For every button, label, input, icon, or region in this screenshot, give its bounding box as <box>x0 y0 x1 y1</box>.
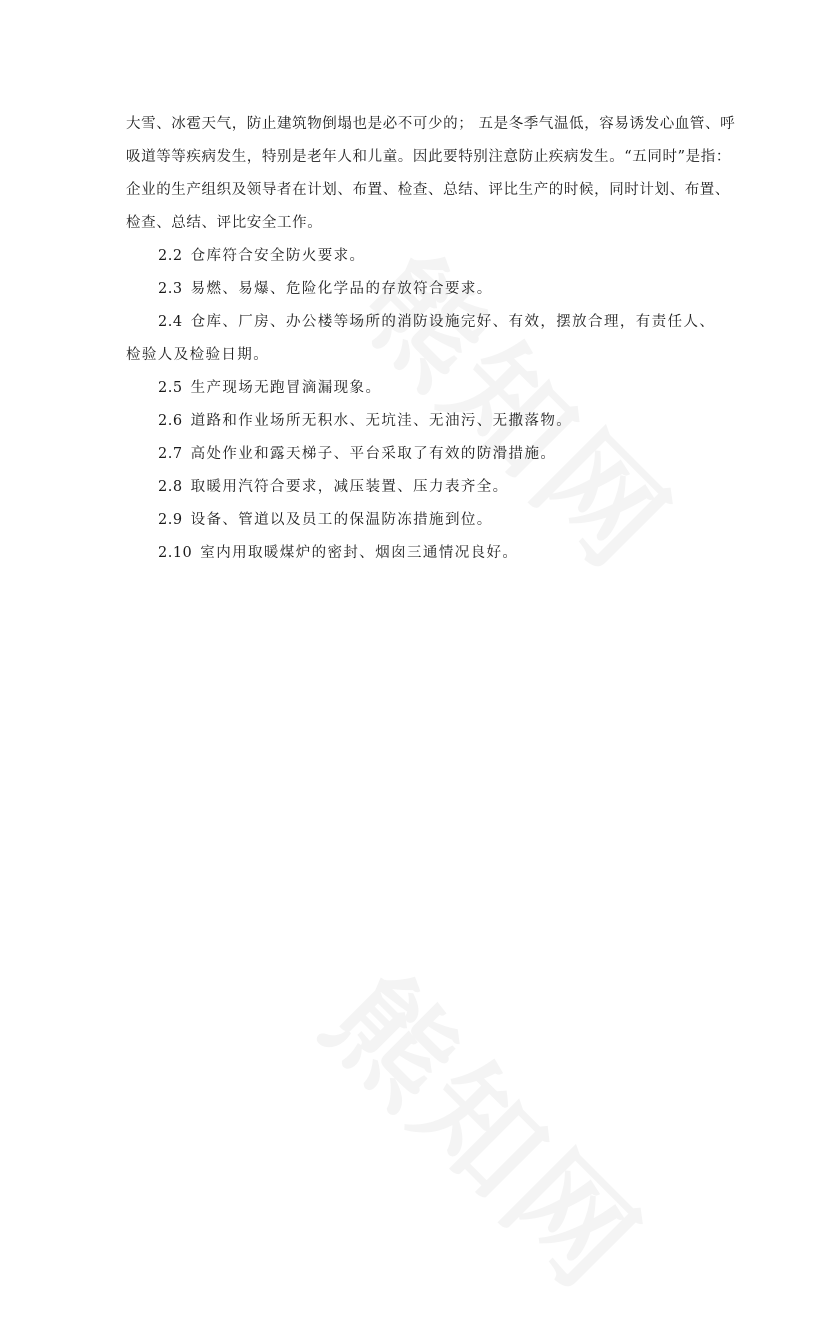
item-text: 设备、管道以及员工的保温防冻措施到位。 <box>190 512 493 528</box>
item-number: 2.8 <box>158 479 183 495</box>
watermark <box>295 932 684 1320</box>
item-number: 2.7 <box>158 446 183 462</box>
checklist-item <box>126 372 716 405</box>
checklist-item <box>126 438 716 471</box>
paragraph-line: 吸道等等疾病发生，特别是老年人和儿童。因此要特别注意防止疾病发生。“五同时”是指： <box>126 149 731 165</box>
item-text-continuation: 检验人及检验日期。 <box>126 347 270 363</box>
item-number: 2.9 <box>158 512 183 528</box>
item-text: 易燃、易爆、危险化学品的存放符合要求。 <box>190 281 493 297</box>
item-number: 2.10 <box>158 545 193 561</box>
item-number: 2.4 <box>158 314 183 330</box>
checklist-item <box>126 471 716 504</box>
checklist-item <box>126 240 716 273</box>
item-text: 室内用取暖煤炉的密封、烟囱三通情况良好。 <box>200 545 519 561</box>
item-text: 道路和作业场所无积水、无坑洼、无油污、无撒落物。 <box>190 413 573 429</box>
document-body <box>126 108 736 570</box>
item-text: 高处作业和露天梯子、平台采取了有效的防滑措施。 <box>190 446 557 462</box>
item-text: 仓库符合安全防火要求。 <box>190 248 366 264</box>
paragraph-line: 检查、总结、评比安全工作。 <box>126 215 323 231</box>
checklist-item <box>126 504 716 537</box>
checklist-item <box>126 306 716 372</box>
paragraph-line: 大雪、冰雹天气，防止建筑物倒塌也是必不可少的； 五是冬季气温低，容易诱发心血管、呼 <box>126 116 736 132</box>
item-text: 生产现场无跑冒滴漏现象。 <box>190 380 382 396</box>
paragraph-line: 企业的生产组织及领导者在计划、布置、检查、总结、评比生产的时候，同时计划、布置、 <box>126 182 730 198</box>
item-number: 2.2 <box>158 248 183 264</box>
checklist-item <box>126 273 716 306</box>
checklist-item <box>126 405 716 438</box>
intro-paragraph <box>126 108 736 240</box>
checklist-item <box>126 537 716 570</box>
item-number: 2.6 <box>158 413 183 429</box>
item-number: 2.5 <box>158 380 183 396</box>
item-text: 仓库、厂房、办公楼等场所的消防设施完好、有效，摆放合理，有责任人、 <box>190 314 716 330</box>
item-text: 取暖用汽符合要求，减压装置、压力表齐全。 <box>190 479 509 495</box>
item-number: 2.3 <box>158 281 183 297</box>
